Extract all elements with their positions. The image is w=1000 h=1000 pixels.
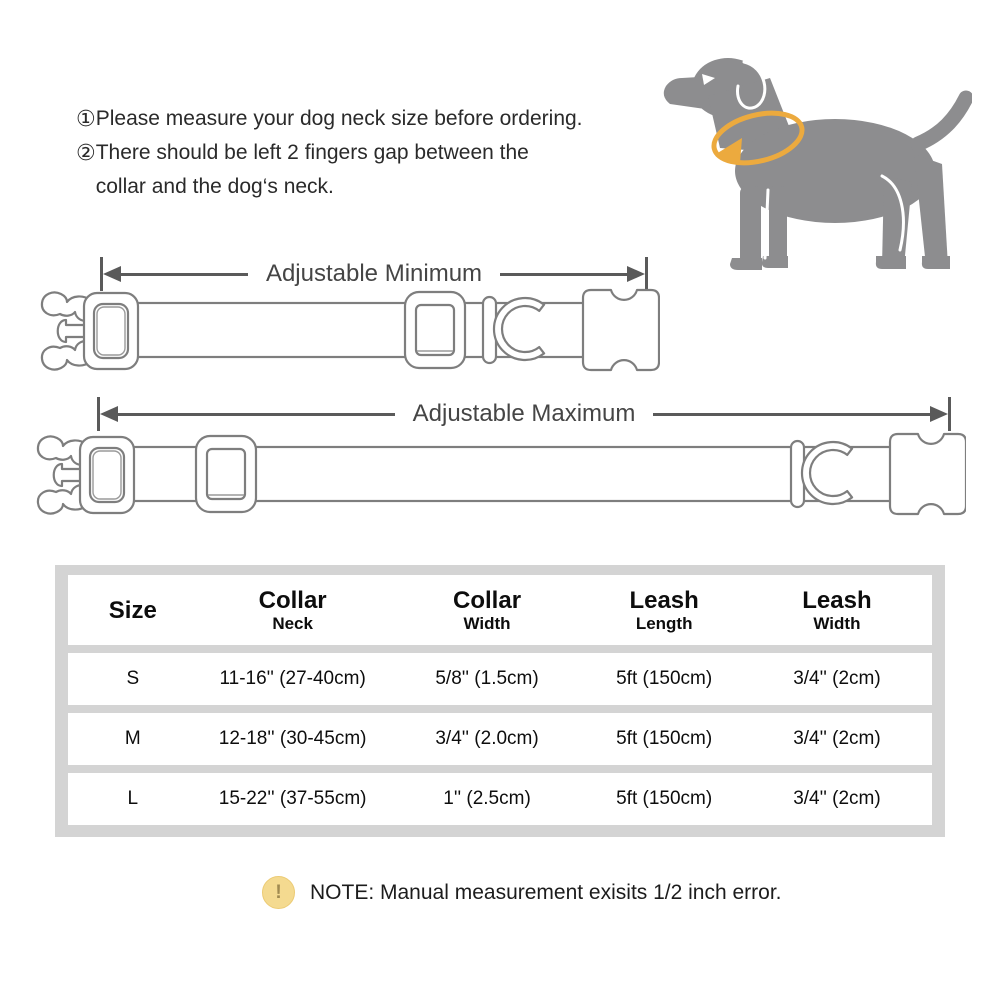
male-buckle-icon <box>38 436 134 513</box>
female-buckle-icon <box>890 434 966 514</box>
note <box>262 876 782 909</box>
cell-leash-length: 5ft (150cm) <box>616 788 713 809</box>
arrow-line <box>500 273 627 276</box>
arrowhead-right-icon <box>930 406 948 422</box>
cell-size: L <box>127 788 139 809</box>
instruction-2-line-1: There should be left 2 fingers gap between the <box>95 141 529 164</box>
col-header-collar-width <box>388 587 587 634</box>
table-row-l <box>68 773 932 825</box>
arrowhead-right-icon <box>627 266 645 282</box>
adjustable-maximum-label: Adjustable Maximum <box>412 400 636 427</box>
arrow-line <box>653 413 930 416</box>
collar-maximum-diagram <box>36 430 966 518</box>
instruction-2-text <box>96 136 529 204</box>
cell-leash-length: 5ft (150cm) <box>616 668 713 689</box>
tick-right <box>948 397 951 431</box>
strap-slider-icon <box>196 436 256 512</box>
table-row-s <box>68 653 932 705</box>
instructions <box>76 102 656 204</box>
instruction-2-number: ② <box>76 140 96 165</box>
col-header-collar-neck <box>198 587 388 634</box>
header-main: Collar <box>258 586 327 614</box>
table-header-row <box>68 575 932 645</box>
cell-leash-width: 3/4'' (2cm) <box>793 788 881 809</box>
cell-collar-neck: 15-22'' (37-55cm) <box>218 788 367 809</box>
cell-size: M <box>124 728 141 749</box>
instruction-1-number: ① <box>76 106 96 131</box>
instruction-2-line-2: collar and the dog‘s neck. <box>95 175 334 198</box>
header-sub: Width <box>813 613 861 633</box>
male-buckle-icon <box>42 292 138 369</box>
adjustable-minimum-label: Adjustable Minimum <box>265 260 483 287</box>
cell-leash-width: 3/4'' (2cm) <box>793 668 881 689</box>
size-table <box>55 565 945 837</box>
exclamation-icon: ! <box>262 876 295 909</box>
header-sub: Width <box>463 613 511 633</box>
col-header-leash-length <box>586 587 742 634</box>
strap-slider-icon <box>405 292 465 368</box>
col-header-size <box>68 597 198 624</box>
cell-collar-width: 1'' (2.5cm) <box>443 788 531 809</box>
col-header-leash-width <box>742 587 932 634</box>
dog-illustration <box>650 36 972 278</box>
female-buckle-icon <box>583 290 659 370</box>
cell-size: S <box>126 668 140 689</box>
cell-leash-length: 5ft (150cm) <box>616 728 713 749</box>
cell-collar-width: 3/4'' (2.0cm) <box>435 728 539 749</box>
cell-collar-neck: 11-16'' (27-40cm) <box>219 668 366 689</box>
header-main: Leash <box>802 586 872 614</box>
header-main: Size <box>108 596 157 624</box>
instruction-2 <box>76 136 656 204</box>
collar-minimum-diagram <box>40 286 660 374</box>
arrowhead-left-icon <box>103 266 121 282</box>
instruction-1-text: Please measure your dog neck size before ordering. <box>95 107 583 130</box>
collar-strap <box>128 303 590 357</box>
header-sub: Length <box>635 613 693 633</box>
cell-collar-width: 5/8'' (1.5cm) <box>435 668 539 689</box>
arrow-line <box>121 273 248 276</box>
header-main: Leash <box>629 586 699 614</box>
table-row-m <box>68 713 932 765</box>
cell-collar-neck: 12-18'' (30-45cm) <box>218 728 367 749</box>
cell-leash-width: 3/4'' (2cm) <box>793 728 881 749</box>
header-sub: Neck <box>272 613 313 633</box>
arrowhead-left-icon <box>100 406 118 422</box>
arrow-line <box>118 413 395 416</box>
adjustable-maximum-measure <box>97 396 951 432</box>
note-text: NOTE: Manual measurement exisits 1/2 inch error. <box>310 880 782 904</box>
instruction-1 <box>76 102 656 136</box>
dog-silhouette-icon <box>650 36 972 278</box>
header-main: Collar <box>453 586 522 614</box>
